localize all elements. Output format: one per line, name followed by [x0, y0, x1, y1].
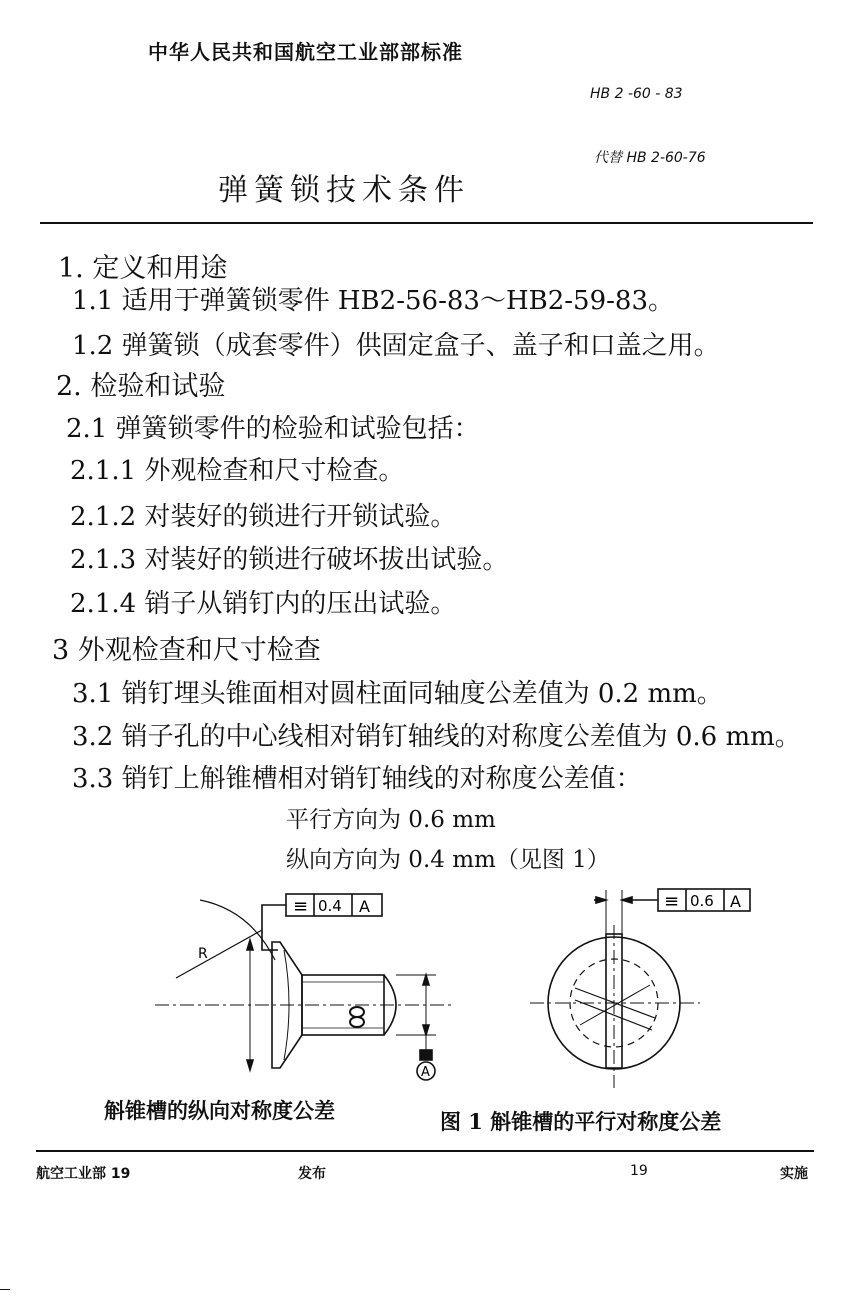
left-frame-datum: A — [359, 897, 370, 916]
left-frame-symbol: ≡ — [293, 896, 309, 917]
figure-caption-right: 图 1 斛锥槽的平行对称度公差 — [440, 1109, 722, 1134]
header-divider — [40, 222, 813, 224]
section-1-heading: 1. 定义和用途 — [58, 253, 228, 284]
right-frame-value: 0.6 — [690, 892, 714, 910]
figure-caption-left: 斛锥槽的纵向对称度公差 — [104, 1098, 335, 1123]
section-2-heading: 2. 检验和试验 — [56, 371, 226, 402]
footer-issuer: 航空工业部 19 — [36, 1166, 131, 1182]
clause-3-2: 3.2 销子孔的中心线相对销钉轴线的对称度公差值为 0.6 mm。 — [72, 722, 801, 752]
footer-divider — [36, 1150, 814, 1152]
figure-1-drawing — [0, 880, 868, 1120]
clause-3-1: 3.1 销钉埋头锥面相对圆柱面同轴度公差值为 0.2 mm。 — [72, 679, 723, 709]
page-edge-mark — [0, 1289, 10, 1290]
clause-2-1-3: 2.1.3 对装好的锁进行破坏拔出试验。 — [70, 545, 509, 575]
left-frame-value: 0.4 — [318, 897, 342, 915]
clause-2-1-4: 2.1.4 销子从销钉内的压出试验。 — [70, 589, 457, 619]
clause-2-1-1: 2.1.1 外观检查和尺寸检查。 — [70, 456, 405, 486]
clause-3-3-parallel: 平行方向为 0.6 mm — [286, 807, 496, 833]
standard-organization: 中华人民共和国航空工业部部标准 — [148, 40, 463, 64]
document-title: 弹簧锁技术条件 — [218, 173, 470, 208]
clause-3-3-longitudinal: 纵向方向为 0.4 mm（见图 1） — [286, 847, 610, 873]
standard-code: HB 2 -60 - 83 — [590, 86, 683, 102]
footer-publish: 发布 — [298, 1166, 326, 1182]
footer-year: 19 — [630, 1163, 648, 1179]
section-3-heading: 3 外观检查和尺寸检查 — [52, 635, 321, 666]
right-frame-datum: A — [730, 892, 741, 911]
footer-implement: 实施 — [780, 1166, 808, 1182]
clause-2-1-2: 2.1.2 对装好的锁进行开锁试验。 — [70, 502, 457, 532]
clause-2-1: 2.1 弹簧锁零件的检验和试验包括： — [66, 414, 480, 444]
right-frame-symbol: ≡ — [664, 891, 680, 912]
clause-1-2: 1.2 弹簧锁（成套零件）供固定盒子、盖子和口盖之用。 — [72, 331, 720, 361]
clause-3-3: 3.3 销钉上斛锥槽相对销钉轴线的对称度公差值： — [72, 764, 642, 794]
radius-label: R — [198, 946, 208, 962]
replaces-code: 代替 HB 2-60-76 — [594, 150, 706, 166]
datum-label: A — [421, 1065, 430, 1080]
clause-1-1: 1.1 适用于弹簧锁零件 HB2-56-83～HB2-59-83。 — [72, 286, 674, 316]
